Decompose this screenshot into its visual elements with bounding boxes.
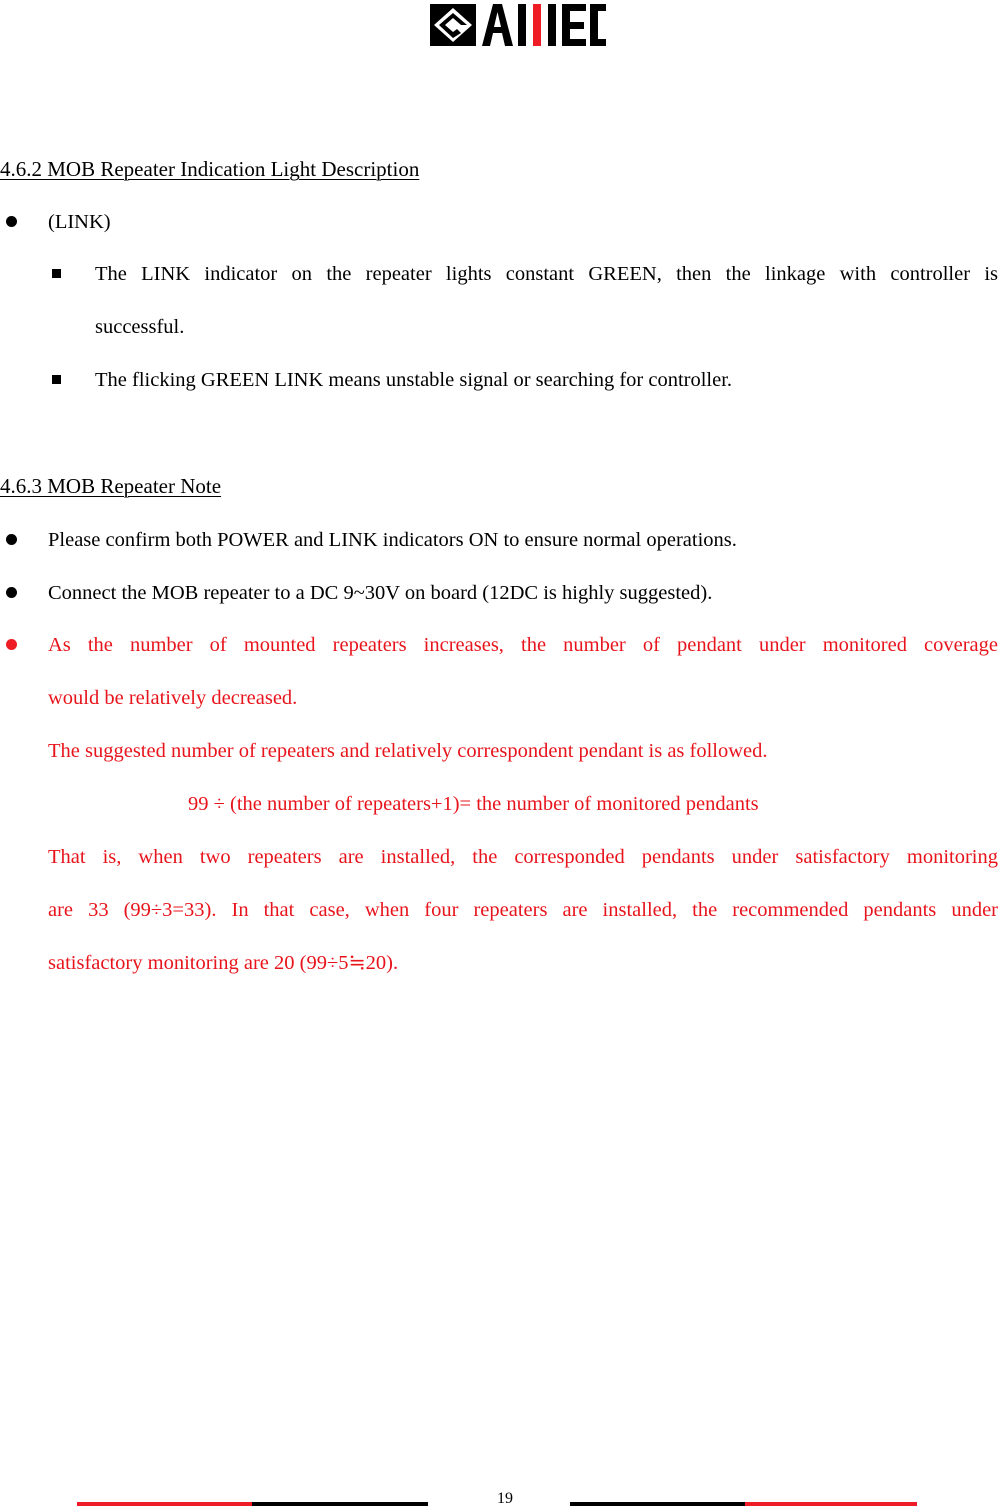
bullet-repeaters-coverage-line1: As the number of mounted repeaters increases, the number of pendant under monitored coverage [48,634,998,656]
footer-bar-red-right [745,1502,917,1506]
amec-logo [430,0,606,50]
bullet-dot-icon [6,587,17,598]
bullet-repeaters-coverage-line2: would be relatively decreased. [48,687,298,709]
example-text-line2: are 33 (99÷3=33). In that case, when four repeaters are installed, the recommended pendants under [48,899,998,921]
sub-bullet-link-constant-line1: The LINK indicator on the repeater lights constant GREEN, then the linkage with controller is [95,263,998,285]
square-bullet-icon [52,269,61,278]
section-heading-4-6-2: 4.6.2 MOB Repeater Indication Light Description [0,157,420,181]
bullet-dot-icon [6,216,17,227]
amec-logo-graphic [430,0,606,50]
bullet-link: (LINK) [48,211,111,233]
section-heading-4-6-3: 4.6.3 MOB Repeater Note [0,474,222,498]
sub-bullet-link-constant-line2: successful. [95,316,185,338]
square-bullet-icon [52,375,61,384]
bullet-connect-dc: Connect the MOB repeater to a DC 9~30V on board (12DC is highly suggested). [48,582,713,604]
bullet-dot-red-icon [6,639,17,650]
footer-bar-red-left [77,1502,252,1506]
bullet-confirm-indicators: Please confirm both POWER and LINK indicators ON to ensure normal operations. [48,529,737,551]
pendant-formula: 99 ÷ (the number of repeaters+1)= the number of monitored pendants [188,793,759,815]
page-number: 19 [497,1490,513,1507]
footer-bar-black-left [252,1502,428,1506]
bullet-dot-icon [6,534,17,545]
suggested-number-text: The suggested number of repeaters and relatively correspondent pendant is as followed. [48,740,768,762]
sub-bullet-link-flicking: The flicking GREEN LINK means unstable signal or searching for controller. [95,369,733,391]
example-text-line3: satisfactory monitoring are 20 (99÷5≒20). [48,952,399,974]
example-text-line1: That is, when two repeaters are installed, the corresponded pendants under satisfactory monitoring [48,846,998,868]
footer-bar-black-right [570,1502,745,1506]
